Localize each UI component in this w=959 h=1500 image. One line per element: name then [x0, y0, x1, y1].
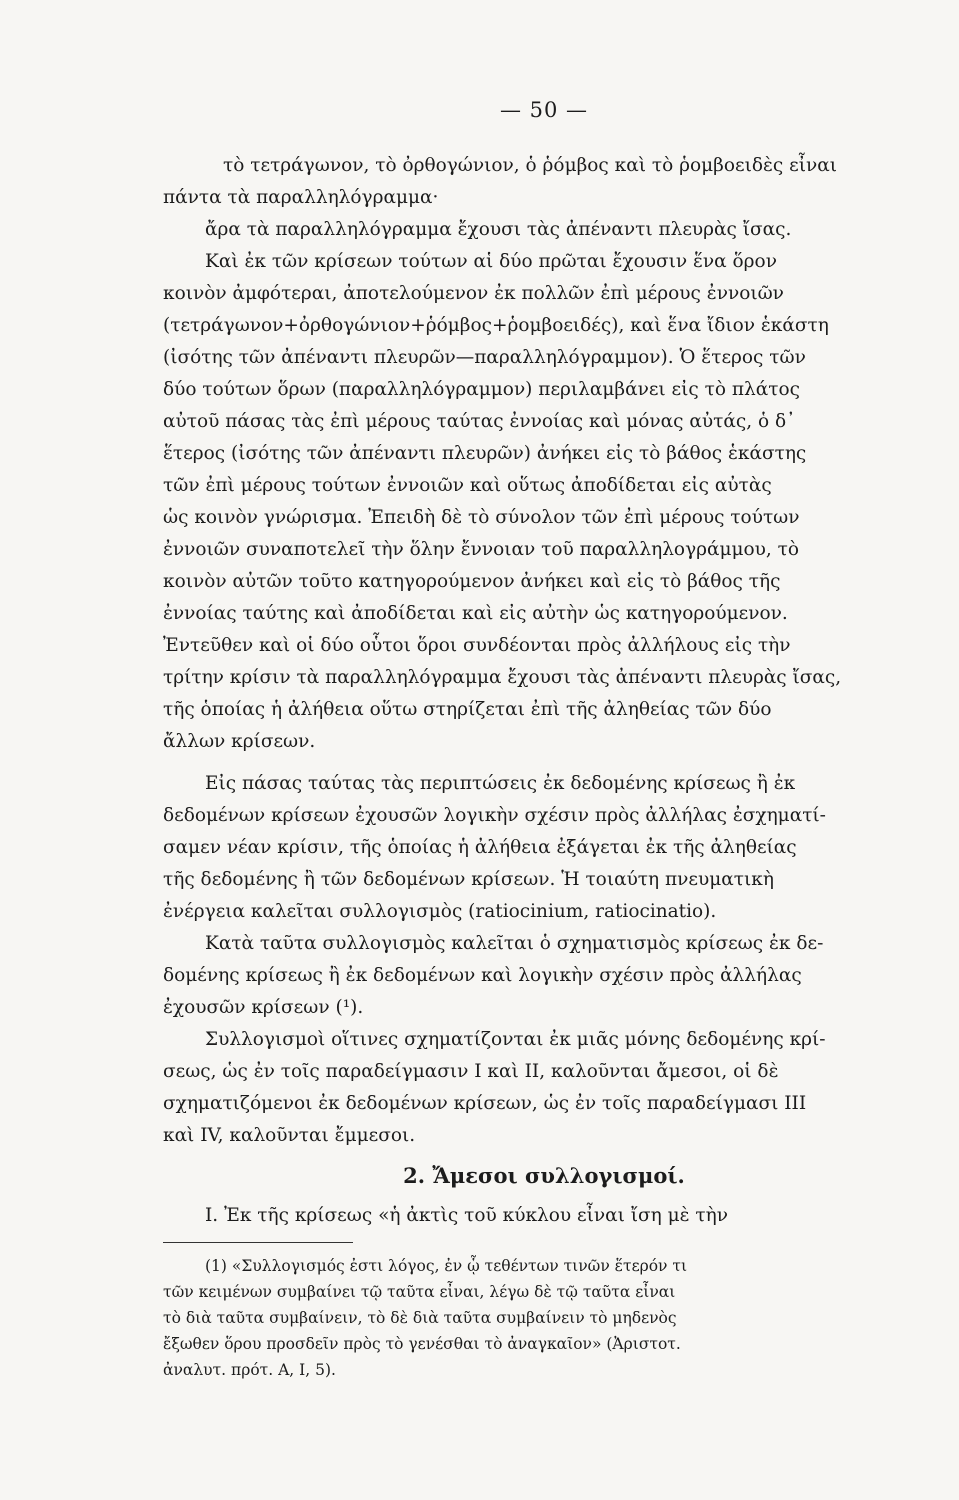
text-line: Ἐντεῦθεν καὶ οἱ δύο οὗτοι ὅροι συνδέονται πρὸς ἀλλήλους εἰς τὴν [163, 635, 791, 656]
text-line: δομένης κρίσεως ἢ ἐκ δεδομένων καὶ λογικὴν σχέσιν πρὸς ἀλλήλας [163, 965, 802, 986]
footnote-rule [163, 1242, 353, 1243]
text-line: ἄρα τὰ παραλληλόγραμμα ἔχουσι τὰς ἀπέναντι πλευρὰς ἴσας. [205, 219, 792, 240]
text-line: κοινὸν αὐτῶν τοῦτο κατηγορούμενον ἀνήκει καὶ εἰς τὸ βάθος τῆς [163, 571, 781, 592]
text-line: (ἰσότης τῶν ἀπέναντι πλευρῶν—παραλληλόγραμμον). Ὁ ἕτερος τῶν [163, 347, 806, 368]
text-line: ὡς κοινὸν γνώρισμα. Ἐπειδὴ δὲ τὸ σύνολον τῶν ἐπὶ μέρους τούτων [163, 507, 800, 528]
footnote-line: (1) «Συλλογισμός ἐστι λόγος, ἐν ᾧ τεθέντων τινῶν ἕτερόν τι [205, 1257, 688, 1275]
paragraph-block-2 [163, 768, 925, 1152]
text-line: ἐννοιῶν συναποτελεῖ τὴν ὅλην ἔννοιαν τοῦ παραλληλογράμμου, τὸ [163, 539, 800, 560]
text-line: Συλλογισμοὶ οἵτινες σχηματίζονται ἐκ μιᾶς μόνης δεδομένης κρί- [205, 1029, 826, 1050]
text-line: πάντα τὰ παραλληλόγραμμα· [163, 187, 439, 208]
text-line: αὐτοῦ πάσας τὰς ἐπὶ μέρους ταύτας ἐννοίας καὶ μόνας αὐτάς, ὁ δ᾿ [163, 411, 796, 432]
page-number: — 50 — [499, 98, 589, 122]
text-line: Κατὰ ταῦτα συλλογισμὸς καλεῖται ὁ σχηματισμὸς κρίσεως ἐκ δε- [205, 933, 824, 954]
section-heading: 2. Ἄμεσοι συλλογισμοί. [403, 1163, 685, 1188]
text-line: κοινὸν ἀμφότεραι, ἀποτελούμενον ἐκ πολλῶν ἐπὶ μέρους ἐννοιῶν [163, 283, 784, 304]
text-line: ἐχουσῶν κρίσεων (¹). [163, 997, 364, 1018]
text-line: τὸ τετράγωνον, τὸ ὀρθογώνιον, ὁ ῥόμβος καὶ τὸ ῥομβοειδὲς εἶναι [223, 155, 837, 176]
text-line: δύο τούτων ὅρων (παραλληλόγραμμον) περιλαμβάνει εἰς τὸ πλάτος [163, 379, 800, 400]
text-line: καὶ IV, καλοῦνται ἔμμεσοι. [163, 1125, 416, 1146]
text-line: δεδομένων κρίσεων ἐχουσῶν λογικὴν σχέσιν πρὸς ἀλλήλας ἐσχηματί- [163, 805, 826, 826]
text-body [163, 150, 925, 1383]
text-line: τῆς δεδομένης ἢ τῶν δεδομένων κρίσεων. Ἡ τοιαύτη πνευματικὴ [163, 869, 774, 890]
text-line: Εἰς πάσας ταύτας τὰς περιπτώσεις ἐκ δεδομένης κρίσεως ἢ ἐκ [205, 773, 796, 794]
text-line: σεως, ὡς ἐν τοῖς παραδείγμασιν I καὶ II, καλοῦνται ἄμεσοι, οἱ δὲ [163, 1061, 779, 1082]
text-line: ἕτερος (ἰσότης τῶν ἀπέναντι πλευρῶν) ἀνήκει εἰς τὸ βάθος ἑκάστης [163, 443, 807, 464]
text-line: τῆς ὁποίας ἡ ἀλήθεια οὕτω στηρίζεται ἐπὶ τῆς ἀληθείας τῶν δύο [163, 699, 772, 720]
footnote [163, 1253, 925, 1383]
text-line: τῶν ἐπὶ μέρους τούτων ἐννοιῶν καὶ οὕτως ἀποδίδεται εἰς αὐτὰς [163, 475, 772, 496]
example-line: I. Ἐκ τῆς κρίσεως «ἡ ἀκτὶς τοῦ κύκλου εἶναι ἴση μὲ τὴν [205, 1205, 728, 1226]
paragraph-block-1 [163, 150, 925, 758]
text-line: τρίτην κρίσιν τὰ παραλληλόγραμμα ἔχουσι τὰς ἀπέναντι πλευρὰς ἴσας, [163, 667, 842, 688]
text-line: ἐννοίας ταύτης καὶ ἀποδίδεται καὶ εἰς αὐτὴν ὡς κατηγορούμενον. [163, 603, 788, 624]
footnote-line: τὸ διὰ ταῦτα συμβαίνειν, τὸ δὲ διὰ ταῦτα συμβαίνειν τὸ μηδενὸς [163, 1309, 677, 1327]
footnote-line: τῶν κειμένων συμβαίνει τῷ ταῦτα εἶναι, λέγω δὲ τῷ ταῦτα εἶναι [163, 1283, 676, 1301]
text-line: ἐνέργεια καλεῖται συλλογισμὸς (ratiocinium, ratiocinatio). [163, 901, 717, 922]
text-line: Καὶ ἐκ τῶν κρίσεων τούτων αἱ δύο πρῶται ἔχουσιν ἕνα ὅρον [205, 251, 777, 272]
text-line: σχηματιζόμενοι ἐκ δεδομένων κρίσεων, ὡς ἐν τοῖς παραδείγμασι III [163, 1093, 807, 1114]
text-line: σαμεν νέαν κρίσιν, τῆς ὁποίας ἡ ἀλήθεια ἐξάγεται ἐκ τῆς ἀληθείας [163, 837, 797, 858]
footnote-line: ἀναλυτ. πρότ. Α, I, 5). [163, 1361, 336, 1379]
text-line: ἄλλων κρίσεων. [163, 731, 316, 752]
footnote-line: ἔξωθεν ὅρου προσδεῖν πρὸς τὸ γενέσθαι τὸ ἀναγκαῖον» (Ἀριστοτ. [163, 1335, 681, 1353]
text-line: (τετράγωνον+ὀρθογώνιον+ῥόμβος+ῥομβοειδές), καὶ ἕνα ἴδιον ἑκάστη [163, 315, 829, 336]
